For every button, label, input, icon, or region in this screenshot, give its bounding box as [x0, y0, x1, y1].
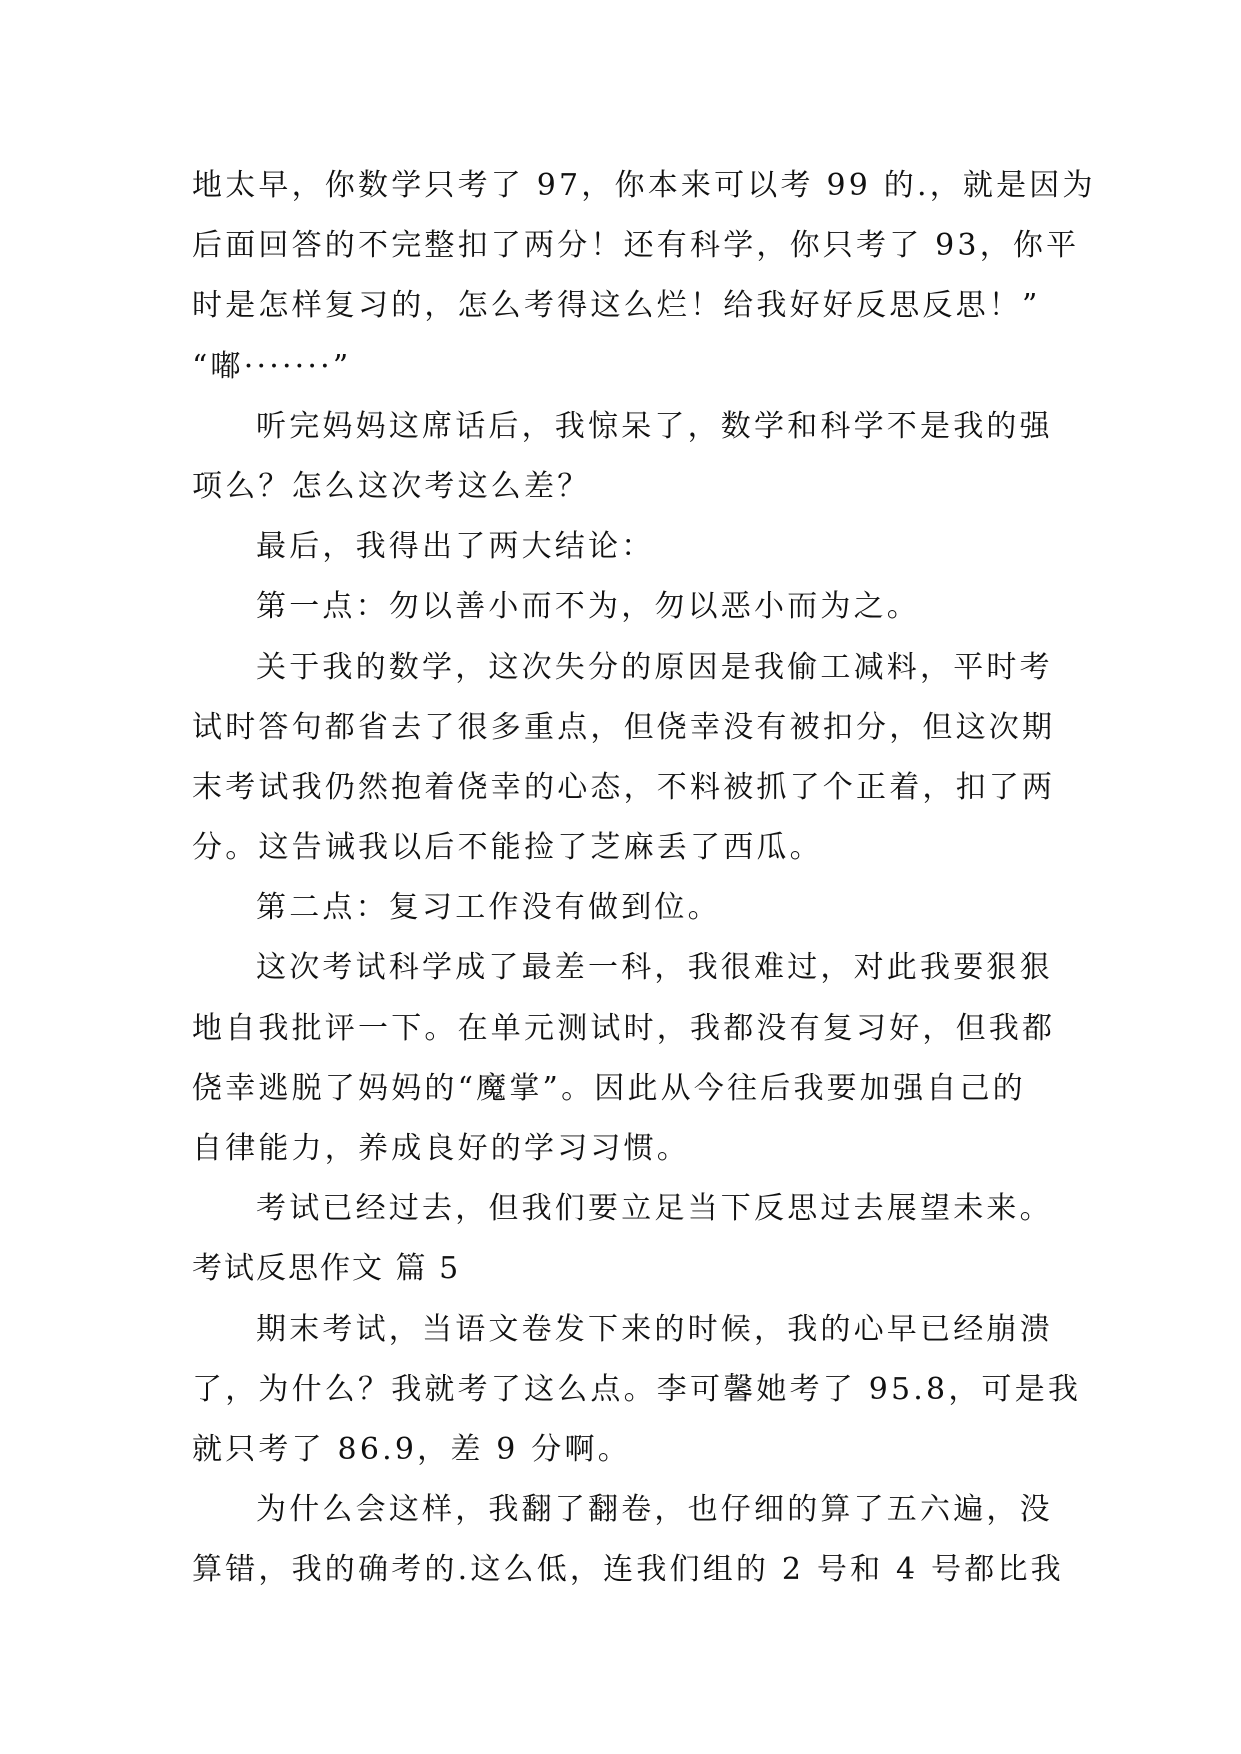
- paragraph-start-line: 关于我的数学，这次失分的原因是我偷工减料，平时考: [256, 649, 1053, 685]
- text-line: “嘟·······”: [192, 348, 352, 384]
- text-line: 时是怎样复习的，怎么考得这么烂！给我好好反思反思！”: [192, 288, 1041, 324]
- paragraph-start-line: 期末考试，当语文卷发下来的时候，我的心早已经崩溃: [256, 1311, 1053, 1347]
- text-line: 算错，我的确考的.这么低，连我们组的 2 号和 4 号都比我: [192, 1552, 1064, 1588]
- text-line: 地太早，你数学只考了 97，你本来可以考 99 的.，就是因为: [192, 168, 1096, 203]
- text-line: 侥幸逃脱了妈妈的“魔掌”。因此从今往后我要加强自己的: [192, 1070, 1026, 1106]
- paragraph-start-line: 考试已经过去，但我们要立足当下反思过去展望未来。: [256, 1191, 1053, 1227]
- paragraph-start-line: 第二点：复习工作没有做到位。: [256, 890, 721, 926]
- paragraph-start-line: 最后，我得出了两大结论：: [256, 529, 655, 565]
- text-line: 末考试我仍然抱着侥幸的心态，不料被抓了个正着，扣了两: [192, 769, 1056, 805]
- text-line: 地自我批评一下。在单元测试时，我都没有复习好，但我都: [192, 1010, 1056, 1046]
- paragraph-start-line: 听完妈妈这席话后，我惊呆了，数学和科学不是我的强: [256, 408, 1053, 444]
- document-body: [192, 156, 1096, 1601]
- text-line: 分。这告诫我以后不能捡了芝麻丢了西瓜。: [192, 830, 823, 866]
- text-line: 后面回答的不完整扣了两分！还有科学，你只考了 93，你平: [192, 228, 1080, 264]
- text-line: 试时答句都省去了很多重点，但侥幸没有被扣分，但这次期: [192, 709, 1056, 745]
- text-line: 了，为什么？我就考了这么点。李可馨她考了 95.8，可是我: [192, 1371, 1082, 1407]
- section-heading: 考试反思作文 篇 5: [192, 1251, 461, 1287]
- paragraph-start-line: 这次考试科学成了最差一科，我很难过，对此我要狠狠: [256, 950, 1053, 986]
- text-line: 自律能力，养成良好的学习习惯。: [192, 1131, 690, 1166]
- paragraph-start-line: 第一点：勿以善小而不为，勿以恶小而为之。: [256, 589, 920, 625]
- text-line: 就只考了 86.9，差 9 分啊。: [192, 1431, 631, 1467]
- paragraph-start-line: 为什么会这样，我翻了翻卷，也仔细的算了五六遍，没: [256, 1492, 1053, 1528]
- text-line: 项么？怎么这次考这么差？: [192, 468, 591, 504]
